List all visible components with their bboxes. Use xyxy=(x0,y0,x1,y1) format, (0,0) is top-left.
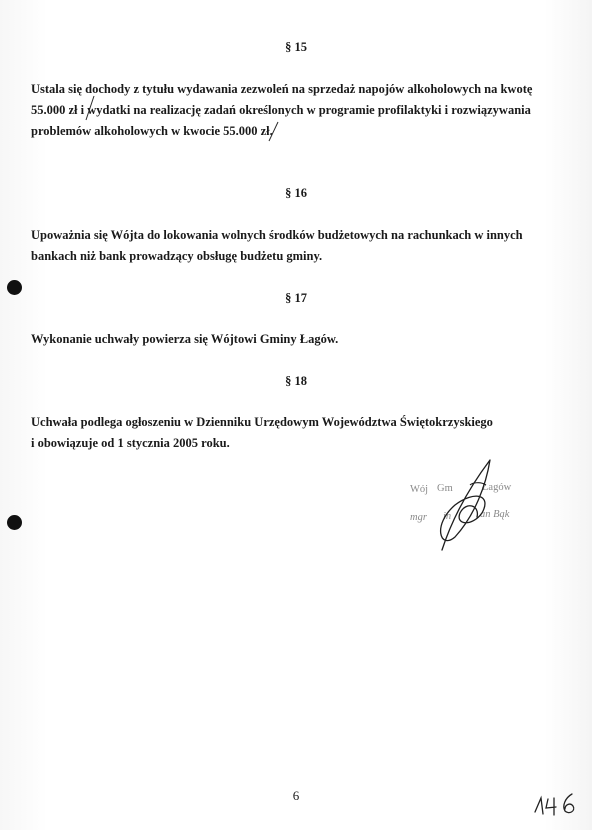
section-16-heading: § 16 xyxy=(285,186,307,200)
punch-hole-upper xyxy=(7,280,22,295)
section-18-line-1: Uchwała podlega ogłoszeniu w Dzienniku Urzędowym Województwa Świętokrzyskiego xyxy=(31,415,493,429)
punch-hole-lower xyxy=(7,515,22,530)
section-16-text xyxy=(31,225,560,267)
section-15-heading: § 15 xyxy=(285,40,307,54)
check-mark-icon xyxy=(266,121,280,143)
stamp-line1-mid: Gm xyxy=(437,483,453,494)
section-15-line-2: 55.000 zł i wydatki na realizację zadań określonych w programie profilaktyki i rozwiązywania xyxy=(31,103,531,117)
stamp-line1-left: Wój xyxy=(410,484,429,495)
section-17-line-1: Wykonanie uchwały powierza się Wójtowi Gminy Łagów. xyxy=(31,332,339,346)
check-mark-icon xyxy=(84,95,96,121)
section-15-line-3: problemów alkoholowych w kwocie 55.000 zł. xyxy=(31,124,273,138)
section-15-line-1: Ustala się dochody z tytułu wydawania zezwoleń na sprzedaż napojów alkoholowych na kwotę xyxy=(31,82,533,96)
handwritten-number-146 xyxy=(532,790,580,816)
stamp-line2-mid: in xyxy=(443,511,452,522)
section-18-line-2: i obowiązuje od 1 stycznia 2005 roku. xyxy=(31,436,230,450)
stamp-line2-right: an Bąk xyxy=(480,509,510,520)
stamp-line2-left: mgr xyxy=(410,512,427,523)
section-16-line-2: bankach niż bank prowadzący obsługę budżetu gminy. xyxy=(31,249,323,263)
section-17-text xyxy=(31,329,560,350)
section-16-line-1: Upoważnia się Wójta do lokowania wolnych środków budżetowych na rachunkach w innych xyxy=(31,228,523,242)
page-number: 6 xyxy=(292,788,300,803)
section-17-heading: § 17 xyxy=(285,291,307,305)
section-18-text xyxy=(31,412,560,454)
signature-icon xyxy=(420,455,530,565)
section-18-heading: § 18 xyxy=(285,374,307,388)
section-15-text xyxy=(31,79,560,142)
stamp-line1-right: Łagów xyxy=(482,482,512,493)
